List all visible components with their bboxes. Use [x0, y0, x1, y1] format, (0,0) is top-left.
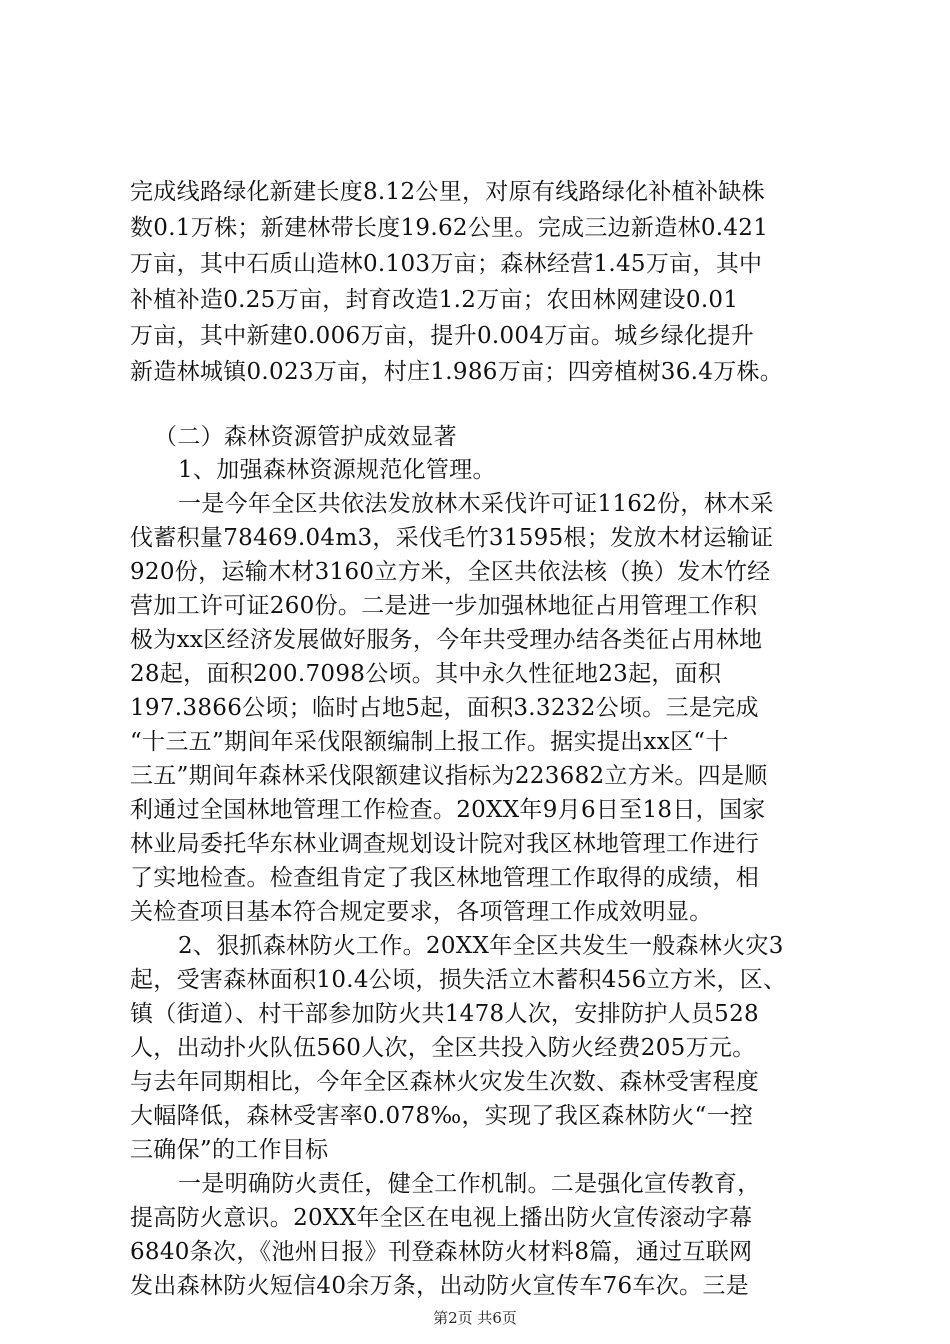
text-line: 伐蓄积量78469.04m3，采伐毛竹31595根；发放木材运输证	[130, 525, 774, 551]
text-line: 数0.1万株；新建林带长度19.62公里。完成三边新造林0.421	[130, 215, 769, 241]
text-line: 了实地检查。检查组肯定了我区林地管理工作取得的成绩，相	[130, 865, 760, 891]
text-line: 三确保”的工作目标	[130, 1137, 329, 1163]
text-line: 补植补造0.25万亩，封育改造1.2万亩；农田林网建设0.01	[130, 287, 739, 313]
text-line: 关检查项目基本符合规定要求，各项管理工作成效明显。	[130, 899, 713, 925]
text-line: 一是明确防火责任，健全工作机制。二是强化宣传教育，	[178, 1171, 761, 1197]
subsection-heading: 1、加强森林资源规范化管理。	[178, 457, 496, 483]
subsection-heading: 2、狠抓森林防火工作。20XX年全区共发生一般森林火灾3	[178, 933, 784, 959]
text-line: 三五”期间年森林采伐限额建议指标为223682立方米。四是顺	[130, 763, 768, 789]
text-line: 利通过全国林地管理工作检查。20XX年9月6日至18日，国家	[130, 797, 766, 823]
text-line: 发出森林防火短信40余万条，出动防火宣传车76车次。三是	[130, 1273, 749, 1299]
text-line: 起，受害森林面积10.4公顷，损失活立木蓄积456立方米，区、	[130, 967, 787, 993]
text-line: “十三五”期间年采伐限额编制上报工作。据实提出xx区“十	[130, 729, 729, 755]
text-line: 极为xx区经济发展做好服务，今年共受理办结各类征占用林地	[130, 627, 763, 653]
text-line: 一是今年全区共依法发放林木采伐许可证1162份，林木采	[178, 491, 774, 517]
text-line: 920份，运输木材3160立方米，全区共依法核（换）发木竹经	[130, 559, 771, 585]
text-line: 完成线路绿化新建长度8.12公里，对原有线路绿化补植补缺株	[130, 179, 765, 205]
text-line: 营加工许可证260份。二是进一步加强林地征占用管理工作积	[130, 593, 758, 619]
text-line: 提高防火意识。20XX年全区在电视上播出防火宣传滚动字幕	[130, 1205, 753, 1231]
text-line: 与去年同期相比，今年全区森林火灾发生次数、森林受害程度	[130, 1069, 760, 1095]
page-number-footer: 第2页 共6页	[433, 1309, 517, 1327]
text-line: 197.3866公顷；临时占地5起，面积3.3232公顷。三是完成	[130, 695, 759, 721]
section-heading: （二）森林资源管护成效显著	[154, 424, 457, 450]
text-line: 人，出动扑火队伍560人次，全区共投入防火经费205万元。	[130, 1035, 756, 1061]
text-line: 万亩，其中新建0.006万亩，提升0.004万亩。城乡绿化提升	[130, 323, 754, 349]
text-line: 万亩，其中石质山造林0.103万亩；森林经营1.45万亩，其中	[130, 251, 763, 277]
text-line: 镇（街道）、村干部参加防火共1478人次，安排防护人员528	[130, 1001, 759, 1027]
text-line: 6840条次，《池州日报》刊登森林防火材料8篇，通过互联网	[130, 1239, 753, 1265]
text-line: 28起，面积200.7098公顷。其中永久性征地23起，面积	[130, 661, 722, 687]
text-line: 新造林城镇0.023万亩，村庄1.986万亩；四旁植树36.4万株。	[130, 359, 784, 385]
text-line: 林业局委托华东林业调查规划设计院对我区林地管理工作进行	[130, 831, 760, 857]
text-line: 大幅降低，森林受害率0.078‰，实现了我区森林防火“一控	[130, 1103, 754, 1129]
